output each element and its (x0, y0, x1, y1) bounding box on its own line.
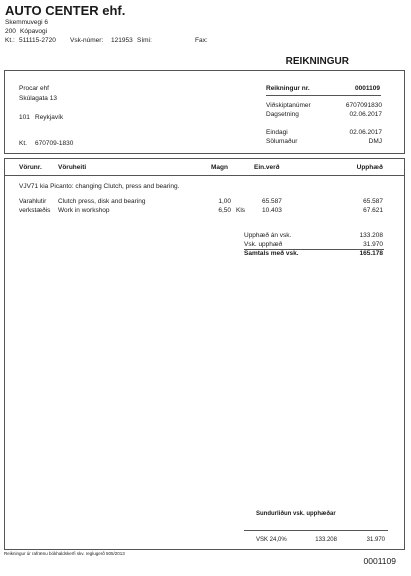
grand-total-value: 165.178 (359, 250, 383, 257)
due-date-label: Eindagi (266, 129, 288, 136)
company-vsk-label: Vsk-númer: (70, 37, 104, 44)
customer-street: Skúlagata 13 (19, 95, 57, 102)
customer-name: Procar ehf (19, 85, 49, 92)
table-row-item-name: Clutch press, disk and bearing (58, 198, 146, 205)
vat-total-label: Vsk. upphæð (244, 241, 283, 248)
date-label: Dagsetning (266, 111, 299, 118)
col-header-item-name: Vöruheiti (58, 164, 87, 171)
items-header-divider (4, 175, 405, 176)
company-street: Skemmuvegi 6 (5, 19, 48, 26)
vat-summary-base: 133.208 (315, 537, 337, 543)
company-kt-value: 511115-2720 (19, 37, 56, 44)
customer-city: Reykjavík (35, 114, 64, 121)
table-row-item-no: verkstæðis (19, 207, 51, 214)
seller-label: Sölumaður (266, 138, 298, 145)
col-header-qty: Magn (211, 164, 228, 171)
footer-invoice-number: 0001109 (363, 556, 396, 566)
account-value: 6707091830 (345, 102, 382, 109)
job-description: VJV71 kia Picanto: changing Clutch, press and bearing. (19, 183, 180, 190)
col-header-amount: Upphæð (356, 164, 383, 171)
company-city: Kópavogi (20, 28, 48, 35)
invoice-number-divider (266, 95, 381, 96)
vat-summary-vat: 31.970 (366, 537, 385, 543)
company-postal: 200 (5, 28, 16, 35)
net-total-label: Upphæð án vsk. (244, 232, 292, 239)
seller-value: DMJ (368, 138, 382, 145)
table-row-amount: 67.621 (363, 207, 383, 214)
items-box (4, 158, 405, 550)
table-row-unit: Kls (236, 207, 246, 214)
table-row-unit-price: 65.587 (262, 198, 282, 205)
grand-total-label: Samtals með vsk. (244, 250, 299, 257)
table-row-item-name: Work in workshop (58, 207, 110, 214)
table-row-amount: 65.587 (363, 198, 383, 205)
company-vsk-value: 121953 (111, 37, 133, 44)
company-phone-label: Sími: (137, 37, 152, 44)
vat-summary-title: Sundurliðun vsk. upphæðar (256, 511, 336, 517)
company-name: AUTO CENTER ehf. (5, 3, 126, 18)
date-value: 02.06.2017 (349, 111, 382, 118)
table-row-item-no: Varahlutir (19, 198, 47, 205)
net-total-value: 133.208 (359, 232, 383, 239)
doc-title: REIKNINGUR (285, 56, 349, 67)
col-header-unit-price: Ein.verð (254, 164, 280, 171)
vat-summary-rate: VSK 24,0% (256, 537, 287, 543)
vat-total-value: 31.970 (363, 241, 383, 248)
customer-kt-value: 670709-1830 (35, 140, 74, 147)
invoice-number-label: Reikningur nr. (266, 85, 310, 92)
due-date-value: 02.06.2017 (349, 129, 382, 136)
table-row-unit-price: 10.403 (262, 207, 282, 214)
table-row-qty: 6,50 (218, 207, 231, 214)
invoice-number-value: 0001109 (355, 85, 380, 92)
customer-kt-label: Kt. (19, 140, 27, 147)
company-fax-label: Fax: (195, 37, 208, 44)
col-header-item-no: Vörunr. (19, 164, 42, 171)
legal-notice: Reikningur úr rafrænu bókhaldskerfi skv. reglugerð 505/2013 (4, 551, 125, 556)
account-label: Viðskiptanúmer (266, 102, 311, 109)
vat-summary-divider (244, 530, 388, 531)
company-kt-label: Kt.: (5, 37, 15, 44)
customer-postal: 101 (19, 114, 30, 121)
table-row-qty: 1,00 (218, 198, 231, 205)
